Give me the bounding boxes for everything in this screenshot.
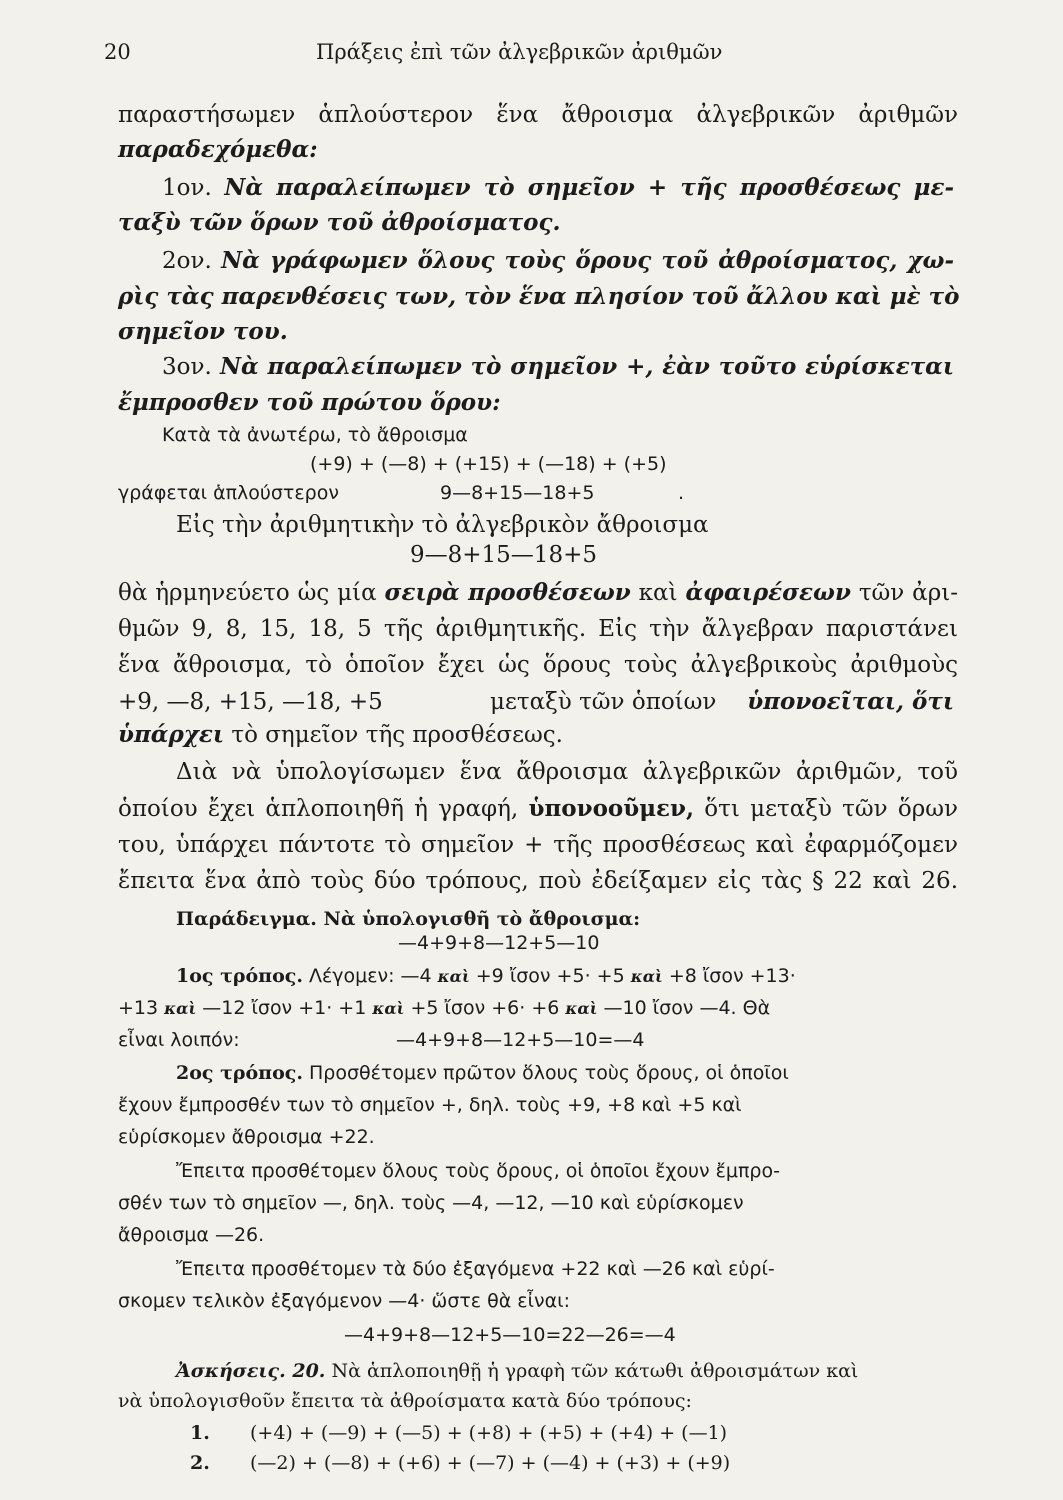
- text-line: σημεῖον του.: [118, 318, 288, 345]
- text-line: εἶναι λοιπόν: —4+9+8—12+5—10=—4: [118, 1029, 645, 1051]
- text-line: θμῶν 9, 8, 15, 18, 5 τῆς ἀριθμητικῆς. Εἰς τὴν ἄλγεβραν παριστάνει: [118, 616, 958, 642]
- text-line: ὑπάρχει τὸ σημεῖον τῆς προσθέσεως.: [118, 721, 563, 748]
- text-line: σθέν των τὸ σημεῖον —, δηλ. τοὺς —4, —12, —10 καὶ εὑρίσκομεν: [118, 1192, 744, 1214]
- text-line: ἕνα ἄθροισμα, τὸ ὁποῖον ἔχει ὡς ὅρους τοὺς ἀλγεβρικοὺς ἀριθμοὺς: [118, 652, 958, 678]
- text-line: ἄθροισμα —26.: [118, 1224, 265, 1246]
- text-line: ὁποίου ἔχει ἁπλοποιηθῆ ἡ γραφή, ὑπονοοῦμεν, ὅτι μεταξὺ τῶν ὅρων: [118, 795, 959, 822]
- page-number: 20: [104, 40, 131, 64]
- exercise-1: 1. (+4) + (—9) + (—5) + (+8) + (+5) + (+4) + (—1): [190, 1422, 728, 1444]
- example-title: Παράδειγμα. Νὰ ὑπολογισθῆ τὸ ἄθροισμα:: [176, 908, 641, 930]
- text-line: ἔμπροσθεν τοῦ πρώτου ὅρου:: [118, 389, 501, 416]
- text-line: παραστήσωμεν ἁπλούστερον ἕνα ἄθροισμα ἀλγεβρικῶν ἀριθμῶν: [118, 102, 958, 128]
- formula: —4+9+8—12+5—10=22—26=—4: [344, 1324, 676, 1346]
- rule-1: 1ον. Νὰ παραλείπωμεν τὸ σημεῖον + τῆς προσθέσεως με-: [162, 174, 954, 201]
- text-line: Εἰς τὴν ἀριθμητικὴν τὸ ἀλγεβρικὸν ἄθροισμα: [176, 512, 709, 538]
- running-title: Πράξεις ἐπὶ τῶν ἀλγεβρικῶν ἀριθμῶν: [316, 40, 723, 64]
- method-1: 1ος τρόπος. Λέγομεν: —4 καὶ +9 ἴσον +5· +5 καὶ +8 ἴσον +13·: [176, 965, 796, 987]
- text-line: γράφεται ἁπλούστερον 9—8+15—18+5 .: [118, 482, 685, 504]
- text-line: Ἔπειτα προσθέτομεν τὰ δύο ἐξαγόμενα +22 καὶ —26 καὶ εὑρί-: [176, 1258, 775, 1280]
- text-line: του, ὑπάρχει πάντοτε τὸ σημεῖον + τῆς προσθέσεως καὶ ἐφαρμόζομεν: [118, 832, 958, 858]
- exercise-2: 2. (—2) + (—8) + (+6) + (—7) + (—4) + (+3) + (+9): [190, 1452, 731, 1474]
- text-line: Διὰ νὰ ὑπολογίσωμεν ἕνα ἄθροισμα ἀλγεβρικῶν ἀριθμῶν, τοῦ: [176, 759, 958, 785]
- formula: —4+9+8—12+5—10: [398, 932, 600, 954]
- text-line: ρὶς τὰς παρενθέσεις των, τὸν ἕνα πλησίον τοῦ ἄλλου καὶ μὲ τὸ: [118, 283, 960, 310]
- text-line: νὰ ὑπολογισθοῦν ἔπειτα τὰ ἀθροίσματα κατὰ δύο τρόπους:: [118, 1390, 692, 1412]
- text-line: Ἔπειτα προσθέτομεν ὅλους τοὺς ὅρους, οἱ ὁποῖοι ἔχουν ἔμπρο-: [176, 1160, 780, 1182]
- text-line: ἔχουν ἔμπροσθέν των τὸ σημεῖον +, δηλ. τοὺς +9, +8 καὶ +5 καὶ: [118, 1094, 742, 1116]
- text-line: σκομεν τελικὸν ἐξαγόμενον —4· ὥστε θὰ εἶναι:: [118, 1290, 570, 1312]
- rule-3: 3ον. Νὰ παραλείπωμεν τὸ σημεῖον +, ἐὰν τοῦτο εὑρίσκεται: [162, 353, 954, 380]
- text-line: Κατὰ τὰ ἀνωτέρω, τὸ ἄθροισμα: [162, 424, 468, 446]
- text-line: θὰ ἡρμηνεύετο ὡς μία σειρὰ προσθέσεων καὶ ἀφαιρέσεων τῶν ἀρι-: [118, 579, 959, 606]
- method-2: 2ος τρόπος. Προσθέτομεν πρῶτον ὅλους τοὺς ὅρους, οἱ ὁποῖοι: [176, 1062, 789, 1084]
- formula: 9—8+15—18+5: [410, 542, 597, 568]
- formula: (+9) + (—8) + (+15) + (—18) + (+5): [310, 453, 667, 475]
- text-line: +13 καὶ —12 ἴσον +1· +1 καὶ +5 ἴσον +6· +6 καὶ —10 ἴσον —4. Θὰ: [118, 997, 771, 1019]
- text-line: ταξὺ τῶν ὅρων τοῦ ἀθροίσματος.: [118, 209, 561, 236]
- text-line: παραδεχόμεθα:: [118, 136, 318, 163]
- text-line: εὑρίσκομεν ἄθροισμα +22.: [118, 1126, 375, 1148]
- text-line: +9, —8, +15, —18, +5 μεταξὺ τῶν ὁποίων ὑπονοεῖται, ὅτι: [118, 688, 954, 715]
- exercises-heading: Ἀσκήσεις. 20. Νὰ ἁπλοποιηθῇ ἡ γραφὴ τῶν κάτωθι ἀθροισμάτων καὶ: [176, 1360, 859, 1382]
- text-line: ἔπειτα ἕνα ἀπὸ τοὺς δύο τρόπους, ποὺ ἐδείξαμεν εἰς τὰς § 22 καὶ 26.: [118, 868, 958, 894]
- rule-2: 2ον. Νὰ γράφωμεν ὅλους τοὺς ὅρους τοῦ ἀθροίσματος, χω-: [162, 247, 954, 274]
